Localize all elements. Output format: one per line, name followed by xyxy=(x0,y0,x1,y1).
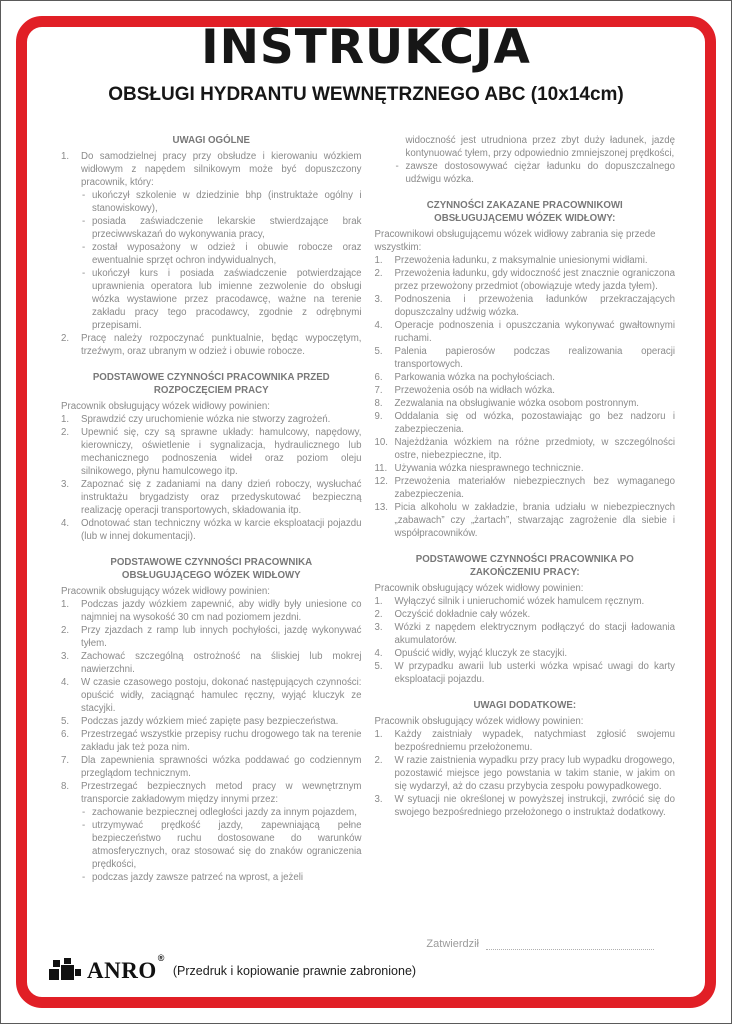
list-item-number: 3. xyxy=(61,651,70,662)
section-heading: UWAGI OGÓLNE xyxy=(172,135,250,146)
list-item: 2. Przewożenia ładunku, gdy widoczność jest znacznie ograniczona przez przewożony przedmiot (obowiązuje wtedy jazda tyłem). xyxy=(374,268,675,292)
list-item: 8. Przestrzegać bezpiecznych metod pracy w wewnętrznym transporcie zakładowym między innymi przez: xyxy=(61,781,362,805)
list-item-number: 2. xyxy=(61,427,70,438)
list-item: 7. Dla zapewnienia sprawności wózka poddawać go codziennym przeglądom technicznym. xyxy=(61,755,362,779)
dash-bullet: - xyxy=(82,190,86,201)
list-item-number: 5. xyxy=(374,346,383,357)
approval-row xyxy=(426,937,654,950)
sub-item: - ukończył szkolenie w dziedzinie bhp (instruktaże ogólny i stanowiskowy), xyxy=(82,190,362,214)
numbered-list xyxy=(375,254,676,540)
brand-mark xyxy=(49,952,165,984)
signature-line xyxy=(486,937,654,950)
list-item-number: 3. xyxy=(374,794,383,805)
sub-item: - został wyposażony w odzież i obuwie robocze oraz ewentualnie sprzęt ochron indywidualnych, xyxy=(82,242,362,266)
dash-bullet: - xyxy=(82,820,86,831)
sub-item-continuation: widoczność jest utrudniona przez zbyt duży ładunek, jazdę kontynuować tyłem, przy odpowiednio zmniejszonej prędkości, xyxy=(405,135,675,159)
list-item: 4. Operacje podnoszenia i opuszczania wykonywać gwałtownymi ruchami. xyxy=(374,320,675,344)
list-item-number: 9. xyxy=(374,411,383,422)
list-item: 1. Wyłączyć silnik i unieruchomić wózek hamulcem ręcznym. xyxy=(374,596,645,607)
numbered-list xyxy=(61,413,362,543)
column-left xyxy=(61,132,362,954)
list-item: 4. Odnotować stan techniczny wózka w karcie eksploatacji pojazdu (lub w innej dokumentacji). xyxy=(61,518,362,542)
list-item-number: 1. xyxy=(374,729,383,740)
list-item-number: 1. xyxy=(61,151,70,162)
list-item-number: 7. xyxy=(61,755,70,766)
list-item: 9. Oddalania się od wózka, pozostawiając go bez nadzoru i zabezpieczenia. xyxy=(374,411,675,435)
section-heading: CZYNNOŚCI ZAKAZANE PRACOWNIKOWI OBSŁUGUJĄCEMU WÓZEK WIDŁOWY: xyxy=(426,200,623,224)
list-item-number: 2. xyxy=(374,609,383,620)
section-heading: PODSTAWOWE CZYNNOŚCI PRACOWNIKA OBSŁUGUJĄCEGO WÓZEK WIDŁOWY xyxy=(110,557,313,581)
list-item: 3. Zachować szczególną ostrożność na śliskiej lub mokrej nawierzchni. xyxy=(61,651,362,675)
list-item: 7. Przewożenia osób na widłach wózka. xyxy=(374,385,555,396)
list-item: 1. Do samodzielnej pracy przy obsłudze i kierowaniu wózkiem widłowym z napędem silnikowym może być dopuszczony pracownik, który: xyxy=(61,151,362,188)
section-intro: Pracownik obsługujący wózek widłowy powinien: xyxy=(374,583,584,594)
list-item-number: 5. xyxy=(374,661,383,672)
dash-bullet: - xyxy=(82,242,86,253)
list-item-number: 1. xyxy=(374,255,383,266)
list-item-number: 2. xyxy=(61,333,70,344)
list-item: 4. Opuścić widły, wyjąć kluczyk ze stacyjki. xyxy=(374,648,568,659)
list-item-number: 1. xyxy=(61,414,70,425)
numbered-list xyxy=(61,150,362,358)
section-intro: Pracownik obsługujący wózek widłowy powinien: xyxy=(374,716,584,727)
list-item-number: 11. xyxy=(374,463,388,474)
list-item-number: 2. xyxy=(374,755,383,766)
dash-bullet: - xyxy=(82,872,86,883)
list-item-number: 13. xyxy=(374,502,388,513)
page-subtitle: OBSŁUGI HYDRANTU WEWNĘTRZNEGO ABC (10x14cm) xyxy=(108,84,624,105)
list-item: 3. Zapoznać się z zadaniami na dany dzień roboczy, wysłuchać instruktażu brygadzisty oraz przedyskutować bezpieczną realizację operacji transportowych, składowania itp. xyxy=(61,479,362,516)
list-item: 1. Każdy zaistniały wypadek, natychmiast zgłosić swojemu bezpośredniemu przełożonemu. xyxy=(374,729,675,753)
list-item-number: 6. xyxy=(374,372,383,383)
sub-item: - zachowanie bezpiecznej odległości jazdy za innym pojazdem, xyxy=(82,807,357,818)
list-item: 3. W sytuacji nie określonej w powyższej instrukcji, zwrócić się do swojego bezpośredniego przełożonego o instruktaż dodatkowy. xyxy=(374,794,675,818)
list-item: 12. Przewożenia materiałów niebezpiecznych bez wymaganego zabezpieczenia. xyxy=(374,476,675,500)
list-item: 3. Podnoszenia i przewożenia ładunków przekraczających dopuszczalny udźwig wózka. xyxy=(374,294,675,318)
list-item: 6. Przestrzegać wszystkie przepisy ruchu drogowego tak na terenie zakładu jak też poza nim. xyxy=(61,729,362,753)
section-heading: PODSTAWOWE CZYNNOŚCI PRACOWNIKA PRZED ROZPOCZĘCIEM PRACY xyxy=(92,372,330,396)
list-item: 2. Przy zjazdach z ramp lub innych pochyłości, jazdę wykonywać tyłem. xyxy=(61,625,362,649)
dash-bullet: - xyxy=(82,807,86,818)
list-item: 4. W czasie czasowego postoju, dokonać następujących czynności: opuścić widły, zaciągnąć hamulec ręczny, wyjąć kluczyk ze stacyjki. xyxy=(61,677,362,714)
list-item-number: 12. xyxy=(374,476,388,487)
dash-bullet: - xyxy=(82,216,86,227)
list-item-number: 4. xyxy=(374,320,383,331)
list-item-number: 3. xyxy=(374,294,383,305)
list-item: 5. Palenia papierosów podczas realizowania operacji transportowych. xyxy=(374,346,675,370)
list-item-number: 1. xyxy=(374,596,383,607)
brand-row xyxy=(49,952,417,984)
list-item-number: 10. xyxy=(374,437,388,448)
list-item-number: 2. xyxy=(374,268,383,279)
registered-trademark-symbol: ® xyxy=(157,952,165,963)
list-item: 8. Zezwalania na obsługiwanie wózka osobom postronnym. xyxy=(374,398,639,409)
sub-item: - ukończył kurs i posiada zaświadczenie potwierdzające uprawnienia operatora lub imienne zezwolenie do obsługi wózka wystawione przez pracodawcę, ważne na terenie zakładu pracy tego pracodawcy, zgodnie z odrębnymi przepisami. xyxy=(82,268,362,331)
list-item-number: 3. xyxy=(374,622,383,633)
list-item: 11. Używania wózka niesprawnego technicznie. xyxy=(374,463,584,474)
list-item: 3. Wózki z napędem elektrycznym podłączyć do stacji ładowania akumulatorów. xyxy=(374,622,675,646)
list-item: 5. W przypadku awarii lub usterki wózka wpisać uwagi do karty eksploatacji pojazdu. xyxy=(374,661,675,685)
section-heading: PODSTAWOWE CZYNNOŚCI PRACOWNIKA PO ZAKOŃCZENIU PRACY: xyxy=(415,554,634,578)
list-item: 1. Przewożenia ładunku, z maksymalnie uniesionymi widłami. xyxy=(374,255,648,266)
copyright-note: (Przedruk i kopiowanie prawnie zabronione) xyxy=(172,963,417,978)
list-item: 2. Upewnić się, czy są sprawne układy: hamulcowy, napędowy, kierowniczy, oświetlenie i sygnalizacja, hydraulicznego lub mechanicznego podnoszenia wideł oraz poziom oleju silnikowego, płynu hamulcowego itp. xyxy=(61,427,362,477)
list-item-number: 1. xyxy=(61,599,70,610)
list-item-number: 2. xyxy=(61,625,70,636)
list-item-number: 8. xyxy=(61,781,70,792)
numbered-list xyxy=(375,160,676,186)
sub-item: - zawsze dostosowywać ciężar ładunku do dopuszczalnego udźwigu wózka. xyxy=(395,161,675,185)
list-item: 5. Podczas jazdy wózkiem mieć zapięte pasy bezpieczeństwa. xyxy=(61,716,339,727)
column-right xyxy=(375,132,676,954)
list-item-number: 4. xyxy=(61,677,70,688)
list-item: 10. Najeżdżania wózkiem na różne przedmioty, w szczególności ostre, niebezpieczne, itp. xyxy=(374,437,675,461)
list-item: 1. Sprawdzić czy uruchomienie wózka nie stworzy zagrożeń. xyxy=(61,414,331,425)
brand-name: ANRO® xyxy=(87,952,165,983)
numbered-list xyxy=(375,728,676,819)
numbered-list xyxy=(61,598,362,884)
list-item: 6. Parkowania wózka na pochyłościach. xyxy=(374,372,555,383)
approved-by-label: Zatwierdził xyxy=(426,938,479,950)
numbered-list xyxy=(375,595,676,686)
list-item: 13. Picia alkoholu w zakładzie, brania udziału w niebezpiecznych „zabawach” czy „żartach”, stwarzając zagrożenie dla siebie i współpracowników. xyxy=(374,502,675,539)
list-item: 1. Podczas jazdy wózkiem zapewnić, aby widły były uniesione co najmniej na wysokość 30 cm nad poziomem jezdni. xyxy=(61,599,362,623)
list-item: 2. Oczyścić dokładnie cały wózek. xyxy=(374,609,531,620)
sub-item: - utrzymywać prędkość jazdy, zapewniającą pełne bezpieczeństwo ruchu dostosowane do warunków atmosferycznych, oraz stosować się do znaków ograniczenia prędkości, xyxy=(82,820,362,870)
sub-item: - podczas jazdy zawsze patrzeć na wprost, a jeżeli xyxy=(82,872,304,883)
section-heading: UWAGI DODATKOWE: xyxy=(473,700,577,711)
instruction-body xyxy=(61,132,675,954)
list-item-number: 8. xyxy=(374,398,383,409)
sub-item: - posiada zaświadczenie lekarskie stwierdzające brak przeciwwskazań do wykonywania pracy, xyxy=(82,216,362,240)
page-title: INSTRUKCJA xyxy=(201,20,531,75)
section-intro: Pracownikowi obsługującemu wózek widłowy zabrania się przede wszystkim: xyxy=(374,229,656,253)
list-item-number: 5. xyxy=(61,716,70,727)
section-intro: Pracownik obsługujący wózek widłowy powinien: xyxy=(61,586,270,597)
section-intro: Pracownik obsługujący wózek widłowy powinien: xyxy=(61,401,270,412)
list-item: 2. W razie zaistnienia wypadku przy pracy lub wypadku drogowego, pozostawić miejsce jego powstania w takim stanie, w jakim on się wydarzył, aż do czasu przybycia zespołu powypadkowego. xyxy=(374,755,675,792)
list-item-number: 3. xyxy=(61,479,70,490)
anro-logo-icon xyxy=(49,957,83,984)
dash-bullet: - xyxy=(395,161,399,172)
list-item-number: 6. xyxy=(61,729,70,740)
list-item-number: 7. xyxy=(374,385,383,396)
list-item-number: 4. xyxy=(61,518,70,529)
list-item: 2. Pracę należy rozpoczynać punktualnie, będąc wypoczętym, trzeźwym, oraz ubranym w odzież i obuwie robocze. xyxy=(61,333,362,357)
list-item-number: 4. xyxy=(374,648,383,659)
dash-bullet: - xyxy=(82,268,86,279)
